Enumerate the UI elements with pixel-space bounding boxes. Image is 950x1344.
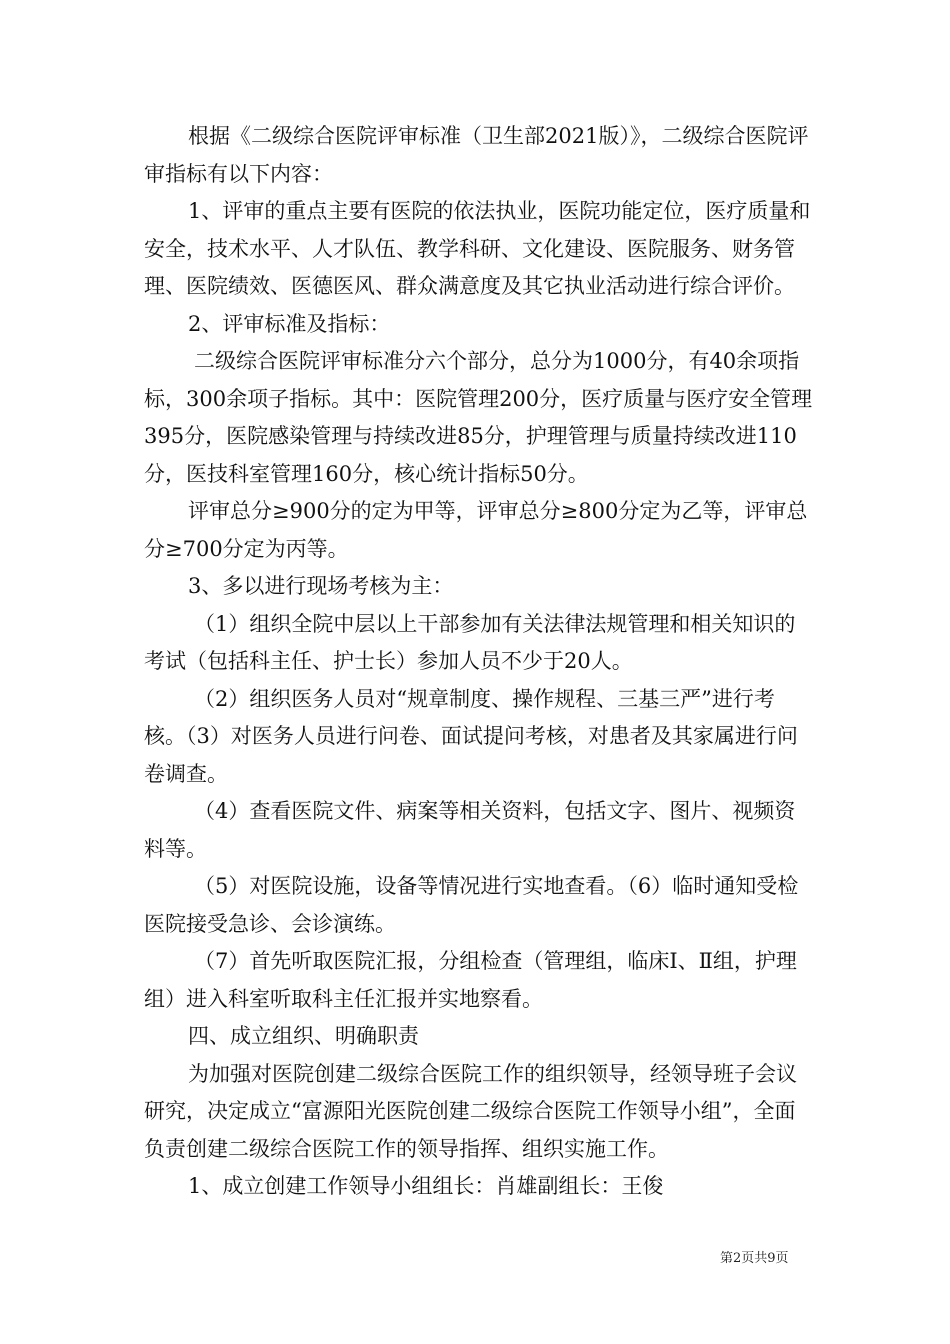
- paragraph-item-5-6: （5）对医院设施，设备等情况进行实地查看。（6）临时通知受检医院接受急诊、会诊演练。: [144, 874, 799, 936]
- paragraph-standards-heading: 2、评审标准及指标：: [188, 311, 391, 336]
- document-body: [144, 118, 814, 1206]
- paragraph-standards-detail: 二级综合医院评审标准分六个部分，总分为1000分，有40余项指标，300余项子指标。其中：医院管理200分，医疗质量与医疗安全管理395分，医院感染管理与持续改进85分，护理管理与质量持续改进110分，医技科室管理160分，核心统计指标50分。: [144, 349, 813, 486]
- section-heading-organization: 四、成立组织、明确职责: [188, 1024, 419, 1048]
- paragraph-intro: 根据《二级综合医院评审标准（卫生部2021版）》，二级综合医院评审指标有以下内容：: [144, 124, 809, 186]
- paragraph-leadership-group: 1、成立创建工作领导小组组长：肖雄副组长：王俊: [188, 1174, 664, 1198]
- paragraph-item-7: （7）首先听取医院汇报，分组检查（管理组，临床Ⅰ、Ⅱ组，护理组）进入科室听取科主任汇报并实地察看。: [144, 949, 797, 1011]
- paragraph-onsite-heading: 3、多以进行现场考核为主：: [188, 574, 454, 598]
- paragraph-item-4: （4）查看医院文件、病案等相关资料，包括文字、图片、视频资料等。: [144, 799, 796, 861]
- paragraph-item-2-3: （2）组织医务人员对“规章制度、操作规程、三基三严”进行考核。（3）对医务人员进行问卷、面试提问考核，对患者及其家属进行问卷调查。: [144, 686, 798, 786]
- paragraph-review-focus: 1、评审的重点主要有医院的依法执业，医院功能定位，医疗质量和安全，技术水平、人才队伍、教学科研、文化建设、医院服务、财务管理、医院绩效、医德医风、群众满意度及其它执业活动进行综合评价。: [144, 199, 811, 298]
- paragraph-organization: 为加强对医院创建二级综合医院工作的组织领导，经领导班子会议研究，决定成立“富源阳光医院创建二级综合医院工作领导小组”，全面负责创建二级综合医院工作的领导指挥、组织实施工作。: [144, 1061, 797, 1161]
- page-number: 第2页共9页: [720, 1251, 789, 1266]
- paragraph-grading: 评审总分≥900分的定为甲等，评审总分≥800分定为乙等，评审总分≥700分定为丙等。: [144, 499, 808, 561]
- paragraph-item-1: （1）组织全院中层以上干部参加有关法律法规管理和相关知识的考试（包括科主任、护士长）参加人员不少于20人。: [144, 611, 796, 673]
